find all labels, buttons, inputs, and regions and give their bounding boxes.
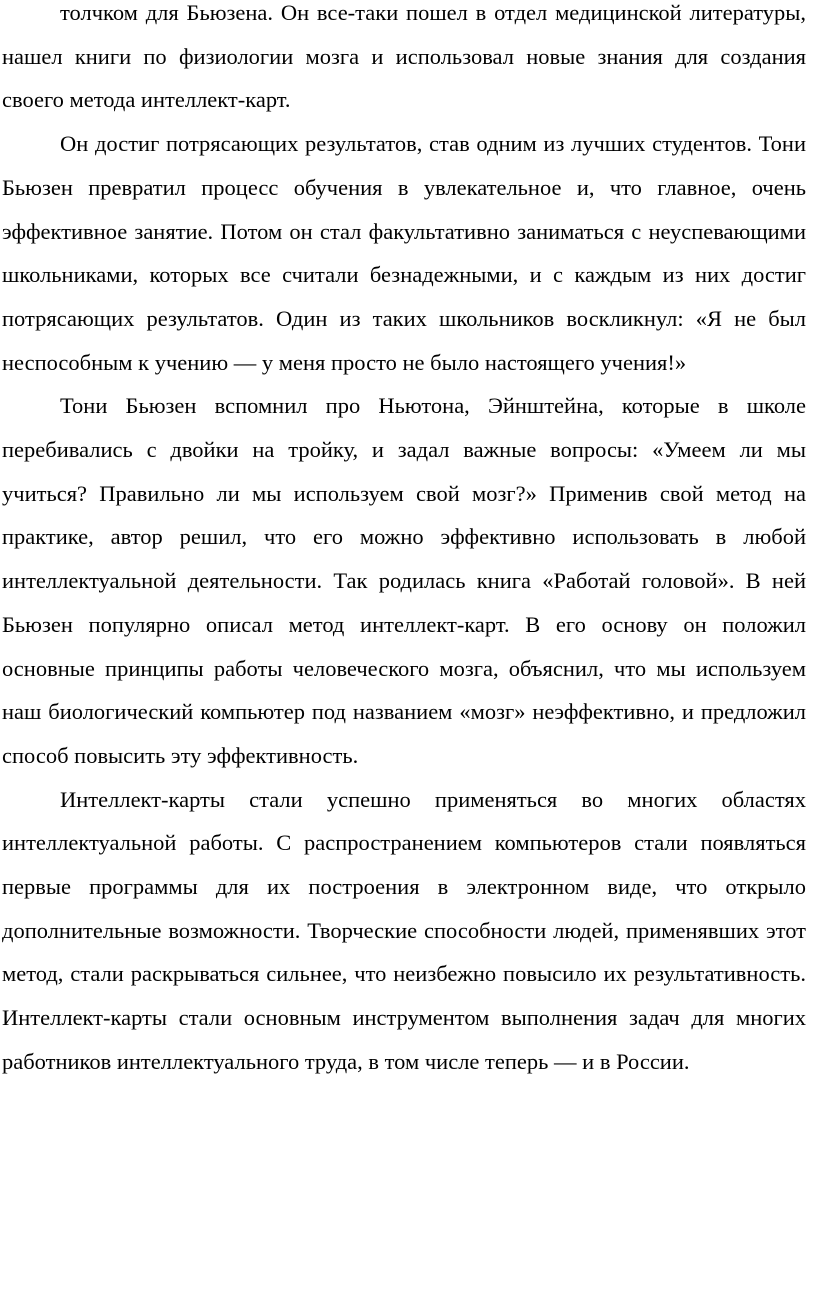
paragraph-mind-maps-spread: Интеллект-карты стали успешно применяться во многих областях интеллектуальной работы. С распространением компьютеров стали появляться первые программы для их построения в электронном виде, что открыло дополнительные возможности. Творческие способности людей, применявших этот метод, стали раскрываться сильнее, что неизбежно повысило их результативность. Интеллект-карты стали основным инструментом выполнения задач для многих работников интеллектуального труда, в том числе теперь — и в России. [2,786,806,1074]
paragraph-results: Он достиг потрясающих результатов, став одним из лучших студентов. Тони Бьюзен превратил процесс обучения в увлекательное и, что главное, очень эффективное занятие. Потом он стал факультативно заниматься с неуспевающими школьниками, которых все считали безнадежными, и с каждым из них достиг потрясающих результатов. Один из таких школьников воскликнул: «Я не был неспособным к учению — у меня просто не было настоящего учения!» [2,131,806,375]
paragraph-continuation: толчком для Бьюзена. Он все-таки пошел в отдел медицинской литературы, нашел книги по физиологии мозга и использовал новые знания для создания своего метода интеллект-карт. [2,0,806,113]
paragraph-newton-einstein: Тони Бьюзен вспомнил про Ньютона, Эйнштейна, которые в школе перебивались с двойки на тройку, и задал важные вопросы: «Умеем ли мы учиться? Правильно ли мы используем свой мозг?» Применив свой метод на практике, автор решил, что его можно эффективно использовать в любой интеллектуальной деятельности. Так родилась книга «Работай головой». В ней Бьюзен популярно описал метод интеллект-карт. В его основу он положил основные принципы работы человеческого мозга, объяснил, что мы используем наш биологический компьютер под названием «мозг» неэффективно, и предложил способ повысить эту эффективность. [2,393,806,768]
